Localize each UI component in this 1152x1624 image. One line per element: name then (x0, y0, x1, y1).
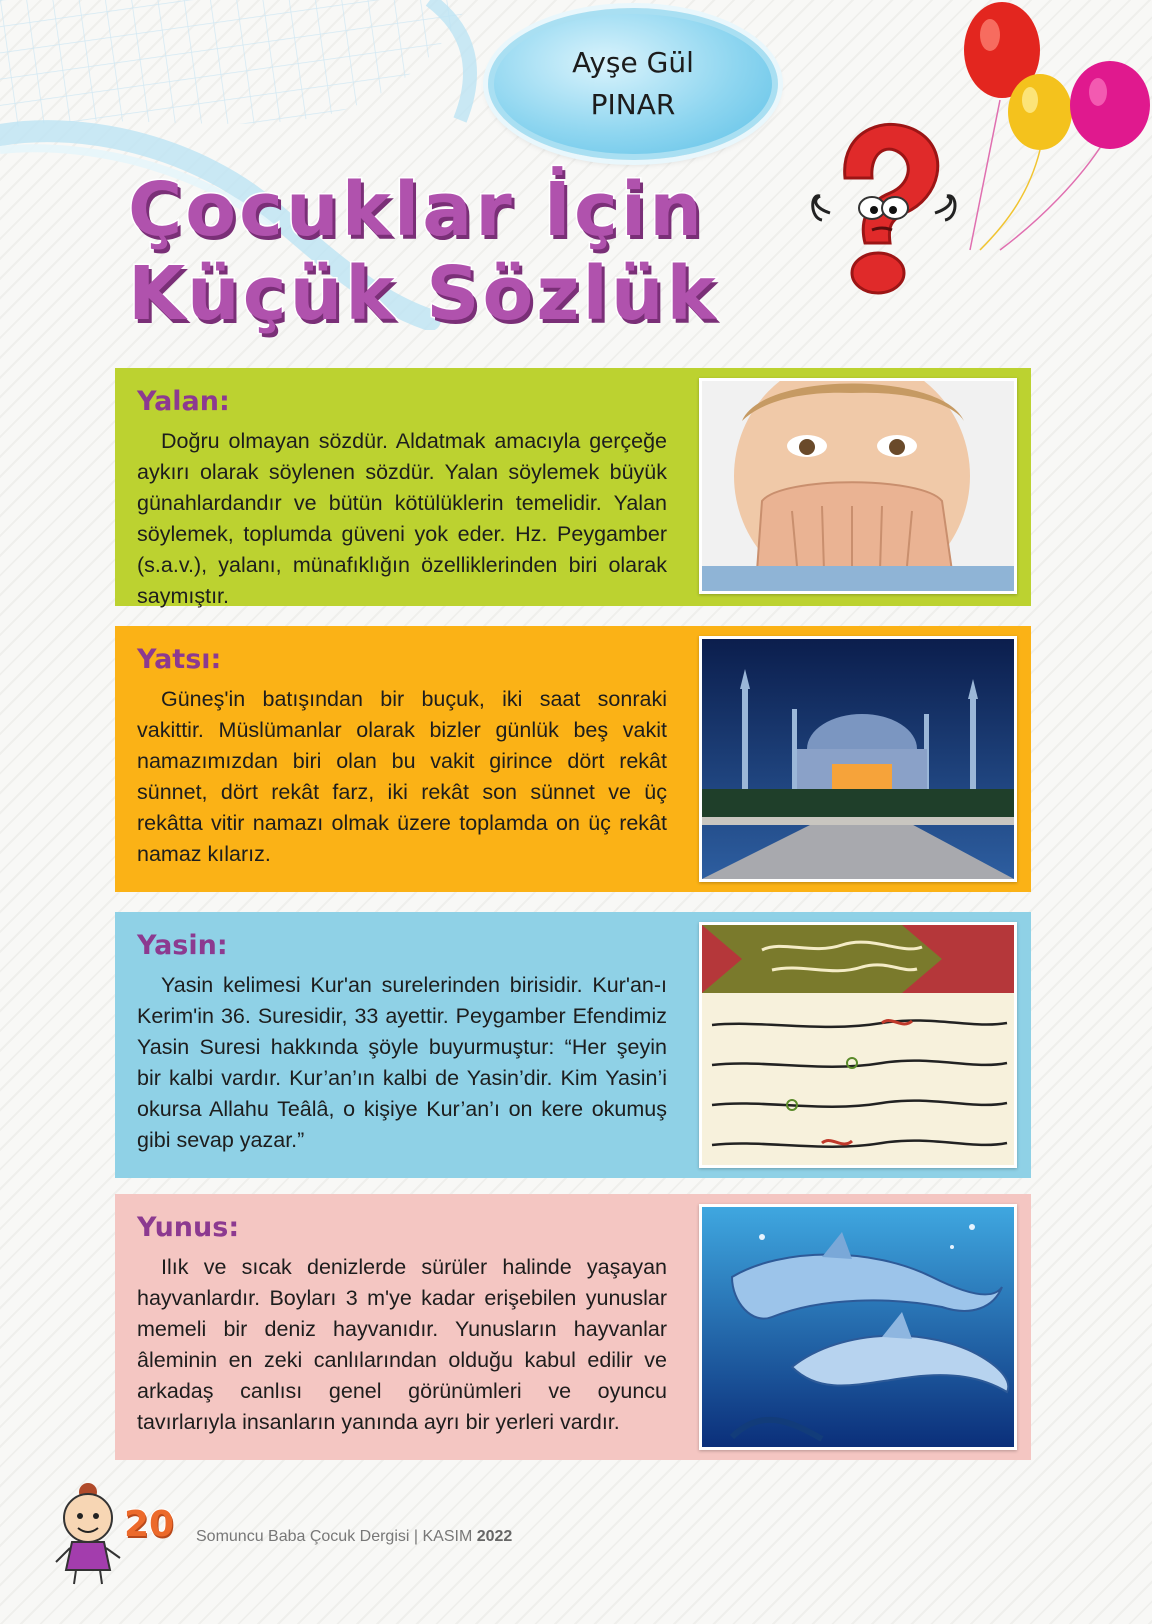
entry-card-yasin (115, 912, 1031, 1178)
balloons-icon (960, 0, 1152, 260)
quran-page-photo (699, 922, 1017, 1168)
author-last-name: PINAR (590, 88, 676, 121)
author-bubble (488, 8, 778, 160)
entry-text: Doğru olmayan sözdür. Aldatmak amacıyla gerçeğe aykırı olarak söylenen sözdür. Yalan söylemek büyük günahlardandır ve bütün kötülüklerin temelidir. Yalan söylemek, toplumda güveni yok eder. Hz. Peygamber (s.a.v.), yalanı, münafıklığın özelliklerinden biri olarak saymıştır. (137, 429, 667, 608)
title-line-2: Küçük Sözlük (128, 251, 719, 337)
dolphins-photo (699, 1204, 1017, 1450)
entry-text: Yasin kelimesi Kur'an surelerinden birisidir. Kur'an-ı Kerim'in 36. Suresidir, 33 ayettir. Peygamber Efendimiz Yasin Suresi hakkında şöyle buyurmuştur: “Her şeyin bir kalbi vardır. Kur’an’ın kalbi de Yasin’dir. Kim Yasin’i okursa Allahu Teâlâ, o kişiye Kur’an’ı on kere okumuş gibi sevap yazar.” (137, 973, 667, 1152)
page-title (128, 168, 768, 336)
entry-heading: Yatsı: (137, 644, 222, 675)
title-line-1: Çocuklar İçin (128, 167, 705, 253)
question-mark-mascot-icon (810, 108, 960, 298)
entry-heading: Yalan: (137, 386, 230, 417)
author-first-name: Ayşe Gül (572, 46, 694, 79)
child-covering-mouth-photo (699, 378, 1017, 594)
entry-text: Güneş'in batışından bir buçuk, iki saat sonraki vakittir. Müslümanlar olarak bizler günlük beş vakit namazımızdan biri olan bu vakit girince dört rekât sünnet, dört rekât farz, iki rekât son sünnet ve üç rekâtta vitir namazı olmak üzere toplamda on üç rekât namaz kılarız. (137, 687, 667, 866)
footer-year: 2022 (476, 1528, 513, 1545)
entry-heading: Yunus: (137, 1212, 240, 1243)
page-number: 20 (124, 1504, 175, 1545)
mosque-at-night-photo (699, 636, 1017, 882)
entry-text: Ilık ve sıcak denizlerde sürüler halinde yaşayan hayvanlardır. Boyları 3 m'ye kadar erişebilen yunuslar memeli bir deniz hayvanıdır. Yunusların hayvanlar âleminin en zeki canlılarından olduğu kabul edilir ve arkadaş canlısı genel görünümleri ve oyuncu tavırlarıyla insanların yanında ayrı bir yerleri vardır. (137, 1255, 667, 1434)
entry-heading: Yasin: (137, 930, 228, 961)
kid-mascot-icon (50, 1478, 130, 1588)
footer-magazine-info (196, 1528, 512, 1546)
entry-card-yatsi (115, 626, 1031, 892)
footer-magazine-name: Somuncu Baba Çocuk Dergisi | KASIM (196, 1528, 473, 1545)
entry-card-yunus (115, 1194, 1031, 1460)
entry-card-yalan (115, 368, 1031, 606)
